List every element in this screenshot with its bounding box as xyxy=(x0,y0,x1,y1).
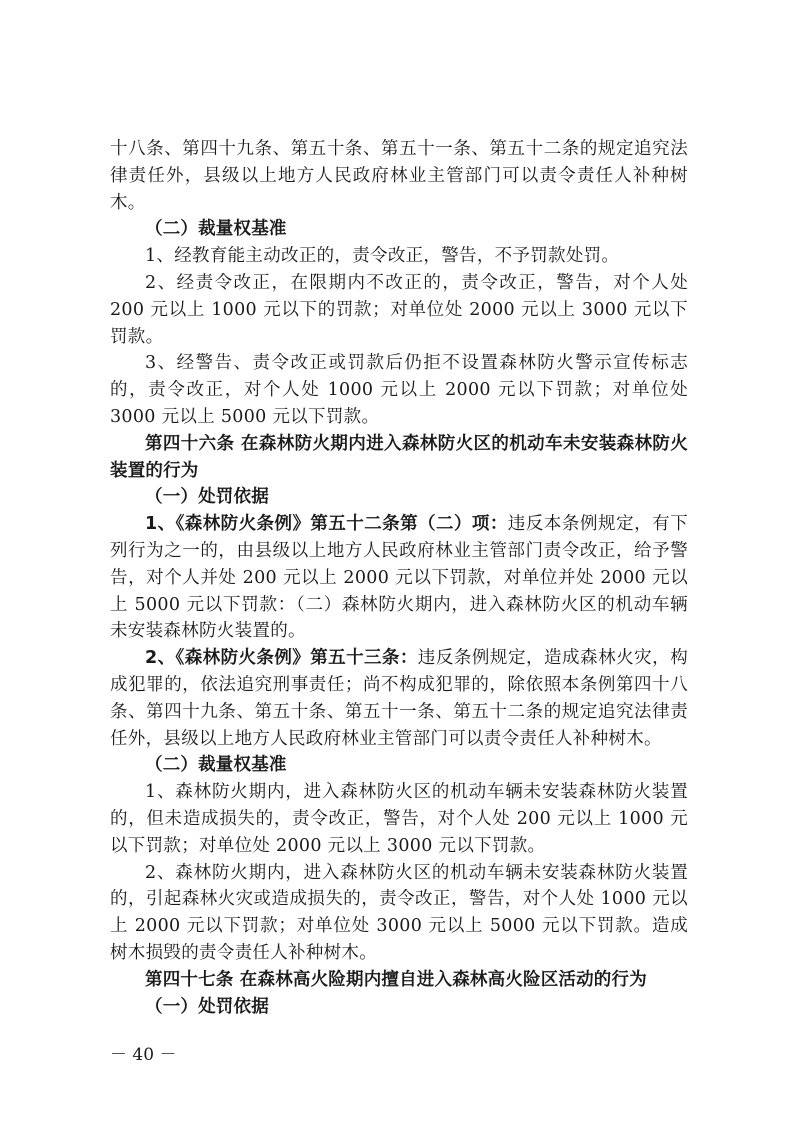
basis-1-text: 违反本条例规定，有下列行为之一的，由县级以上地方人民政府林业主管部门责令改正，给予警告，对个人并处 200 元以上 2000 元以下罚款，对单位并处 2000 元以上 5000 元以下罚款：（二）森林防火期内，进入森林防火区的机动车辆未安装森林防火装置的。 xyxy=(110,514,689,642)
section-heading-discretion-2: （二）裁量权基准 xyxy=(145,755,287,776)
section-heading-basis: （一）处罚依据 xyxy=(145,487,269,508)
paragraph-basis-1 xyxy=(110,511,688,645)
paragraph-basis-2 xyxy=(110,645,688,752)
paragraph-item-3: 3、经警告、责令改正或罚款后仍拒不设置森林防火警示宣传标志的，责令改正，对个人处 1000 元以上 2000 元以下罚款；对单位处 3000 元以上 5000 元以下罚款。 xyxy=(110,353,688,427)
basis-1-citation: 1、《森林防火条例》第五十二条第（二）项： xyxy=(145,514,508,535)
paragraph-continuation: 十八条、第四十九条、第五十条、第五十一条、第五十二条的规定追究法律责任外，县级以上地方人民政府林业主管部门可以责令责任人补种树木。 xyxy=(110,139,688,213)
paragraph-item-2: 2、经责令改正，在限期内不改正的，责令改正，警告，对个人处 200 元以上 1000 元以下的罚款；对单位处 2000 元以上 3000 元以下罚款。 xyxy=(110,272,688,347)
section-heading-basis-2: （一）处罚依据 xyxy=(145,996,269,1017)
paragraph-item-1: 1、经教育能主动改正的，责令改正，警告，不予罚款处罚。 xyxy=(145,246,620,267)
paragraph-discretion-2: 2、森林防火期内，进入森林防火区的机动车辆未安装森林防火装置的，引起森林火灾或造成损失的，责令改正，警告，对个人处 1000 元以上 2000 元以下罚款；对单位处 3000 元以上 5000 元以下罚款。造成树木损毁的责令责任人补种树木。 xyxy=(110,862,688,963)
article-47-heading: 第四十七条 在森林高火险期内擅自进入森林高火险区活动的行为 xyxy=(145,969,647,990)
article-46-heading: 第四十六条 在森林防火期内进入森林防火区的机动车未安装森林防火装置的行为 xyxy=(110,433,688,481)
section-heading-discretion: （二）裁量权基准 xyxy=(145,219,287,240)
basis-2-citation: 2、《森林防火条例》第五十三条： xyxy=(145,648,418,669)
document-body xyxy=(110,136,688,1020)
basis-2-text: 违反条例规定，造成森林火灾，构成犯罪的，依法追究刑事责任；尚不构成犯罪的，除依照本条例第四十八条、第四十九条、第五十条、第五十一条、第五十二条的规定追究法律责任外，县级以上地方人民政府林业主管部门可以责令责任人补种树木。 xyxy=(110,648,688,749)
paragraph-discretion-1: 1、森林防火期内，进入森林防火区的机动车辆未安装森林防火装置的，但未造成损失的，责令改正，警告，对个人处 200 元以上 1000 元以下罚款；对单位处 2000 元以上 3000 元以下罚款。 xyxy=(110,782,688,856)
page-number: － 40 － xyxy=(110,1045,177,1065)
